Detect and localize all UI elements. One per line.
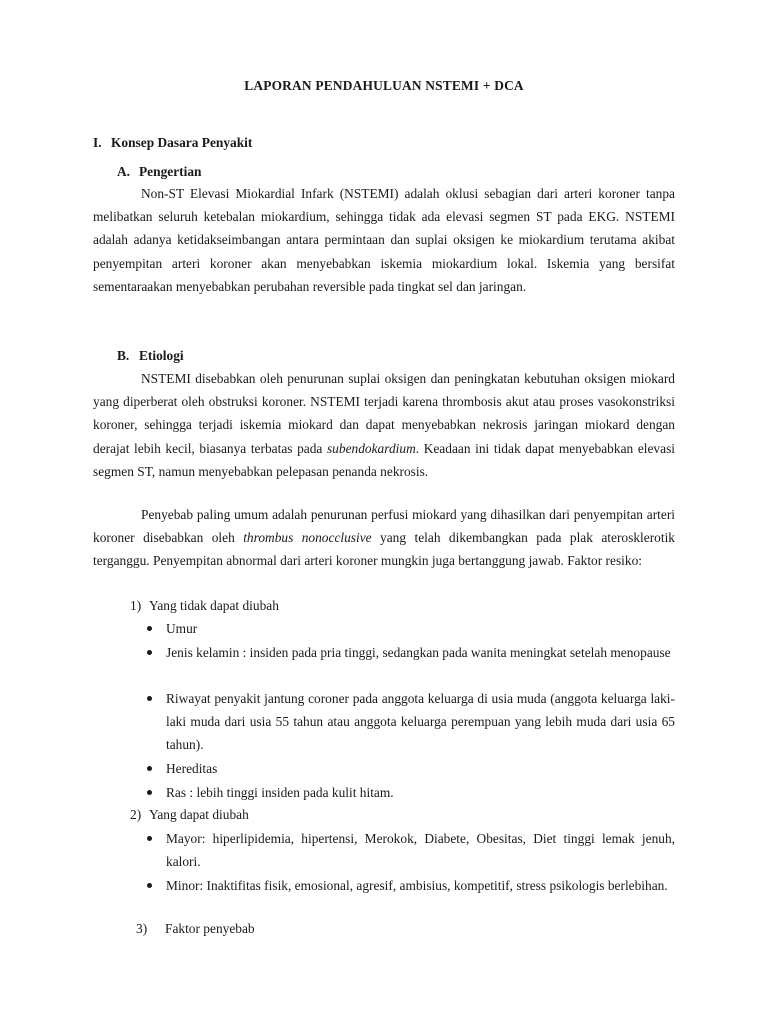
bullet-icon (147, 626, 152, 631)
list-title: Yang tidak dapat diubah (149, 598, 279, 613)
section-heading-1 (93, 135, 252, 151)
list-number: 2) (130, 807, 142, 822)
list-number: 3) (136, 921, 148, 936)
section-number: I. (93, 135, 102, 150)
risk-list-heading-3 (136, 921, 255, 937)
pengertian-paragraph: Non-ST Elevasi Miokardial Infark (NSTEMI) adalah oklusi sebagian dari arteri koroner tanpa melibatkan seluruh ketebalan miokardium, sehingga tidak ada elevasi segmen ST pada EKG. NSTEMI adalah adanya ketidakseimbangan antara permintaan dan suplai oksigen ke miokardium terutama akibat penyempitan arteri koroner akan menyebabkan iskemia miokardium lokal. Iskemia yang bersifat sementaraakan menyebabkan perubahan reversible pada tingkat sel dan jaringan. (93, 186, 675, 294)
document-title: LAPORAN PENDAHULUAN NSTEMI + DCA (244, 78, 524, 93)
bullet-icon (147, 696, 152, 701)
risk-list-heading-1 (130, 598, 279, 614)
italic-term: subendokardium (326, 440, 416, 456)
list-item: Ras : lebih tinggi insiden pada kulit hitam. (147, 781, 675, 804)
risk-list-heading-2 (130, 807, 249, 823)
bullet-icon (147, 836, 152, 841)
list-item: Riwayat penyakit jantung coroner pada anggota keluarga di usia muda (anggota keluarga laki-laki muda dari usia 55 tahun atau anggota keluarga perempuan yang lebih muda dari usia 65 tahun). (147, 687, 675, 757)
list-number: 1) (130, 598, 142, 613)
subsection-heading-b (117, 348, 184, 364)
italic-term: thrombus nonocclusive (243, 530, 372, 546)
subsection-heading-a (117, 164, 201, 180)
bullet-icon (147, 766, 152, 771)
subsection-letter: B. (117, 348, 130, 363)
list-item: Mayor: hiperlipidemia, hipertensi, Merokok, Diabete, Obesitas, Diet tinggi lemak jenuh, kalori. (147, 827, 675, 873)
subsection-title: Pengertian (139, 164, 202, 179)
list-title: Faktor penyebab (165, 921, 255, 936)
list-item: Umur (147, 617, 675, 640)
list-item: Jenis kelamin : insiden pada pria tinggi, sedangkan pada wanita meningkat setelah menopause (147, 641, 675, 664)
bullet-icon (147, 650, 152, 655)
etiologi-paragraph-1: NSTEMI disebabkan oleh penurunan suplai oksigen dan peningkatan kebutuhan oksigen miokard yang diperberat oleh obstruksi koroner. NSTEMI terjadi karena thrombosis akut atau proses vasokonstriksi koroner, sehingga terjadi iskemia miokard dan dapat menyebabkan nekrosis jaringan miokard dengan derajat lebih kecil, biasanya terbatas pada subendokardium. Keadaan ini tidak dapat menyebabkan elevasi segmen ST, namun menyebabkan pelepasan penanda nekrosis. (93, 371, 675, 479)
subsection-letter: A. (117, 164, 131, 179)
list-title: Yang dapat diubah (149, 807, 249, 822)
bullet-icon (147, 790, 152, 795)
section-title: Konsep Dasara Penyakit (111, 135, 253, 150)
subsection-title: Etiologi (139, 348, 184, 363)
etiologi-paragraph-2: Penyebab paling umum adalah penurunan perfusi miokard yang dihasilkan dari penyempitan arteri koroner disebabkan oleh thrombus nonocclusive yang telah dikembangkan pada plak aterosklerotik terganggu. Penyempitan abnormal dari arteri koroner mungkin juga bertanggung jawab. Faktor resiko: (93, 507, 675, 569)
bullet-icon (147, 883, 152, 888)
list-item: Minor: Inaktifitas fisik, emosional, agresif, ambisius, kompetitif, stress psikologis berlebihan. (147, 874, 675, 897)
list-item: Hereditas (147, 757, 675, 780)
